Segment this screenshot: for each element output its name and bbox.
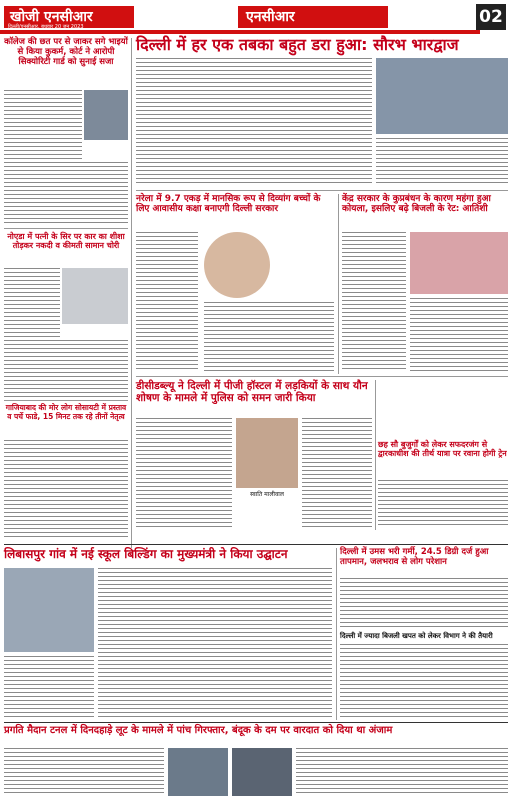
story-school-body-2 — [4, 656, 94, 718]
story-dcw-body — [136, 418, 232, 528]
story-dcw-headline: डीसीडब्ल्यू ने दिल्ली में पीजी हॉस्टल में लड़कियों के साथ यौन शोषण के मामले में पुलिस को समन जारी किया — [136, 380, 368, 405]
story-elderly-headline: छह सौ बुजुर्गों को लेकर सफदरजंग से द्वारकाधीश की तीर्थ यात्रा पर रवाना होगी ट्रेन — [378, 440, 507, 459]
lead-headline: दिल्ली में हर एक तबका बहुत डरा हुआ: सौरभ भारद्वाज — [136, 35, 459, 54]
story-dcw-body-2 — [302, 418, 372, 528]
story-power-headline: दिल्ली में उमस भरी गर्मी, 24.5 डिग्री दर्ज हुआ तापमान, जलभराव से लोग परेशान — [340, 547, 489, 567]
bottom-story-headline: प्रगति मैदान टनल में दिनदहाड़े लूट के मामले में पांच गिरफ्तार, बंदूक के दम पर वारदात को दिया था अंजाम — [4, 725, 393, 736]
story-atishi-photo — [410, 232, 508, 294]
story-power-body-2 — [340, 644, 508, 718]
divider — [4, 544, 508, 545]
left-story-1-photo — [84, 90, 128, 140]
story-power — [340, 548, 508, 568]
story-power-subhead: दिल्ली में ज्यादा बिजली खपत को लेकर विभाग ने की तैयारी — [340, 632, 493, 640]
story-school-body — [98, 568, 332, 718]
left-story-2-headline: नोएडा में पत्नी के सिर पर कार का शीशा तोड़कर नकदी व कीमती सामान चोरी — [7, 232, 125, 251]
left-story-2-body — [4, 268, 60, 338]
story-atishi — [342, 194, 508, 215]
story-dcw — [136, 380, 372, 404]
divider — [4, 400, 128, 401]
story-narela-headline: नरेला में 9.7 एकड़ में मानसिक रूप से दिव्यांग बच्चों के लिए आवासीय कक्षा बनाएगी दिल्ली सरकार — [136, 194, 321, 215]
divider — [136, 376, 508, 377]
bottom-story-body-2 — [296, 748, 508, 796]
left-story-2-body-2 — [4, 340, 128, 398]
story-narela — [136, 194, 334, 215]
dateline: दिल्ली/एनसीआर, बुधवार 20 जून 2023 — [8, 24, 84, 30]
left-story-3-headline: गाजियाबाद की मोर लोग सोसायटी में प्रस्ताव व पर्चे फाडे, 15 मिनट तक रहे तीनों नेतृत्व — [5, 403, 127, 421]
story-atishi-body-2 — [410, 298, 508, 372]
column-rule — [131, 38, 132, 548]
column-rule — [375, 380, 376, 530]
bottom-story-photo-1 — [168, 748, 228, 796]
lead-body-2 — [376, 138, 508, 186]
divider — [136, 190, 508, 191]
story-narela-body-2 — [204, 302, 334, 372]
masthead-brand: खोजी एनसीआर — [4, 6, 134, 28]
divider — [4, 228, 128, 229]
story-elderly — [378, 440, 508, 458]
story-atishi-body — [342, 232, 406, 372]
section-label: एनसीआर — [238, 6, 388, 28]
left-story-1-body — [4, 90, 82, 160]
page-header — [0, 0, 510, 40]
lead-photo — [376, 58, 508, 134]
story-power-body — [340, 578, 508, 628]
left-story-2-illustration — [62, 268, 128, 324]
story-school-headline: लिबासपुर गांव में नई स्कूल बिल्डिंग का मुख्यमंत्री ने किया उद्घाटन — [4, 547, 288, 561]
story-narela-body — [136, 232, 198, 372]
story-atishi-headline: केंद्र सरकार के कुप्रबंधन के कारण महंगा हुआ कोयला, इसलिए बढ़े बिजली के रेट: आतिशी — [342, 194, 491, 215]
story-narela-portrait — [204, 232, 270, 298]
page-number: 02 — [476, 4, 506, 30]
story-school — [4, 548, 332, 562]
column-rule — [338, 194, 339, 374]
bottom-story-photo-2 — [232, 748, 292, 796]
left-story-2 — [4, 232, 128, 250]
divider — [4, 722, 508, 723]
bottom-story — [4, 725, 508, 737]
column-rule — [336, 548, 337, 720]
left-story-3 — [4, 404, 128, 421]
story-dcw-caption: स्वाति मालीवाल — [250, 491, 284, 498]
bottom-story-body — [4, 748, 164, 796]
left-story-1-body-2 — [4, 162, 128, 226]
left-story-1-headline: कॉलेज की छत पर से जाकर सगे भाइयों से किया कुकर्म, कोर्ट ने आरोपी सिक्योरिटी गार्ड को सुनाई सजा — [4, 37, 128, 67]
story-school-photo — [4, 568, 94, 652]
story-elderly-body — [378, 480, 508, 528]
lead-story — [136, 36, 508, 54]
lead-body — [136, 58, 372, 186]
left-story-1 — [4, 38, 128, 86]
header-rule — [0, 30, 480, 34]
story-dcw-photo — [236, 418, 298, 488]
left-story-3-body — [4, 440, 128, 540]
